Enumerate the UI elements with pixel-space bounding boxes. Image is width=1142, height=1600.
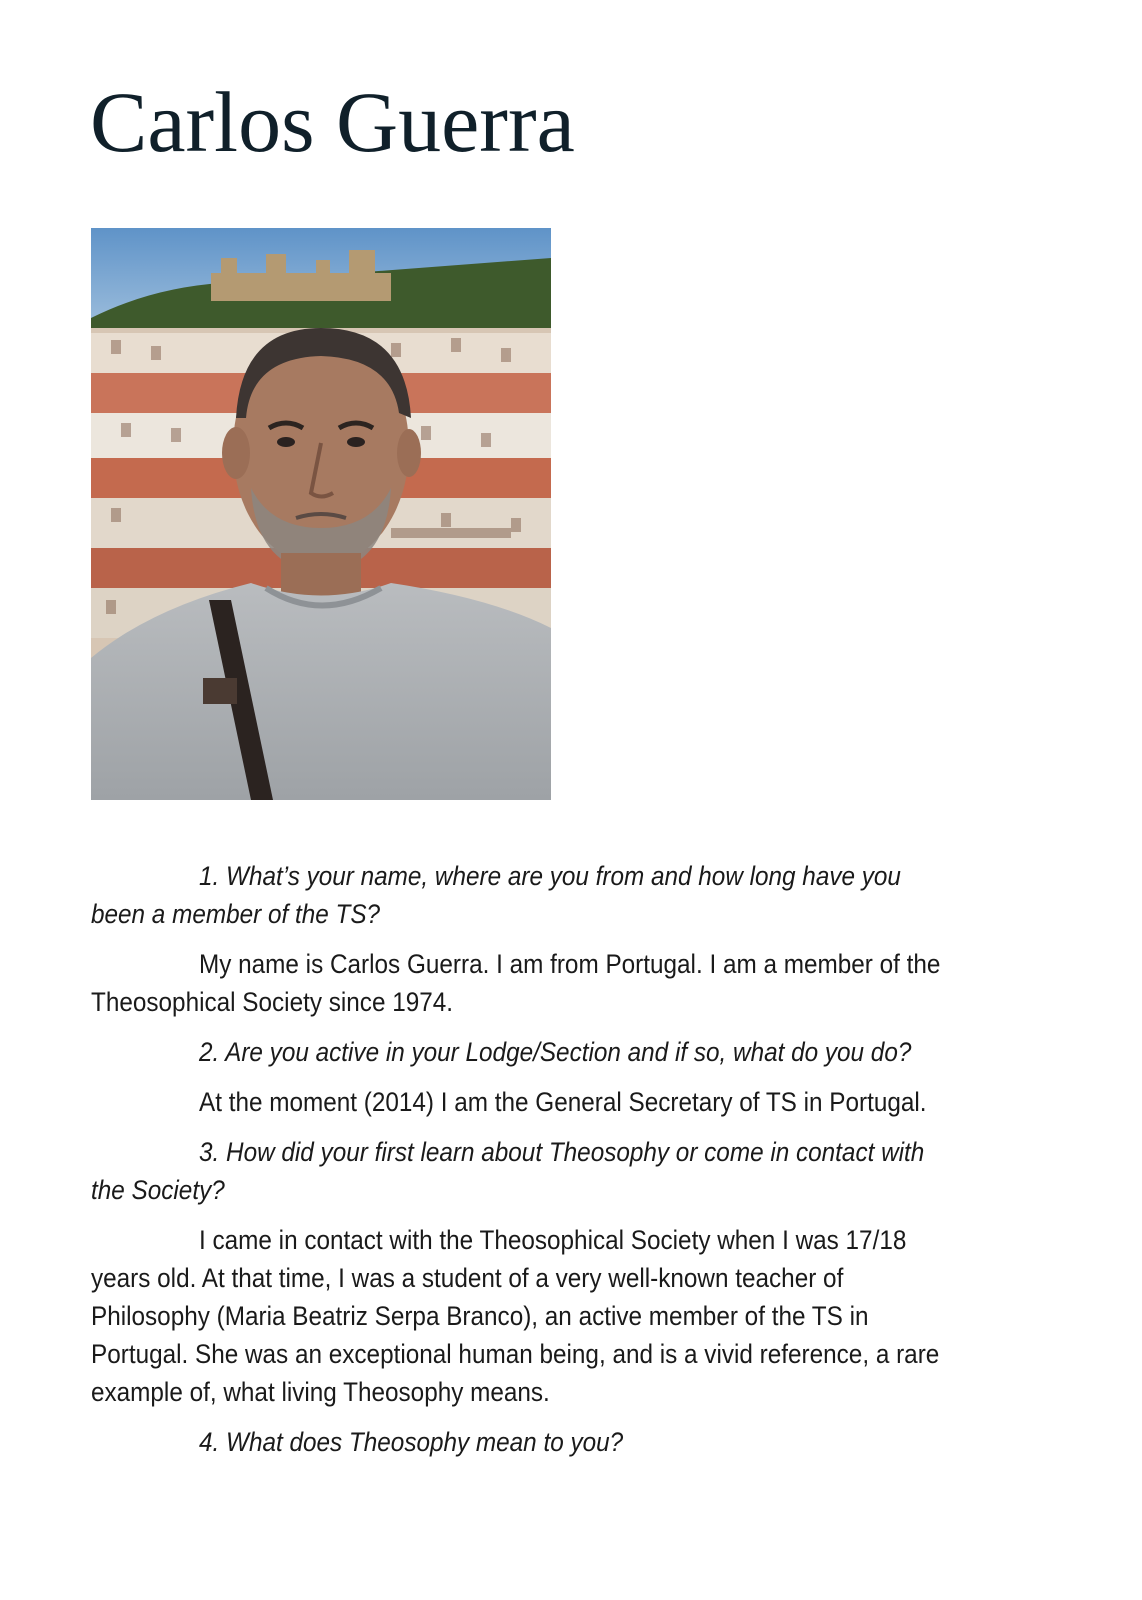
- interview-text: [91, 857, 955, 1473]
- question-4: 4. What does Theosophy mean to you?: [199, 1427, 624, 1457]
- portrait-photo: [91, 228, 551, 800]
- answer-1: My name is Carlos Guerra. I am from Portugal. I am a member of the Theosophical Society since 1974.: [91, 949, 941, 1017]
- question-1: 1. What’s your name, where are you from and how long have you been a member of the TS?: [91, 861, 901, 929]
- answer-2: At the moment (2014) I am the General Secretary of TS in Portugal.: [199, 1087, 927, 1117]
- question-2: 2. Are you active in your Lodge/Section and if so, what do you do?: [199, 1037, 912, 1067]
- page-title: Carlos Guerra: [90, 74, 575, 170]
- question-3: 3. How did your first learn about Theosophy or come in contact with the Society?: [91, 1137, 925, 1205]
- answer-3: I came in contact with the Theosophical Society when I was 17/18 years old. At that time, I was a student of a very well-known teacher of Philosophy (Maria Beatriz Serpa Branco), an active member of the TS in Portugal. She was an exceptional human being, and is a vivid reference, a rare example of, what living Theosophy means.: [91, 1225, 940, 1407]
